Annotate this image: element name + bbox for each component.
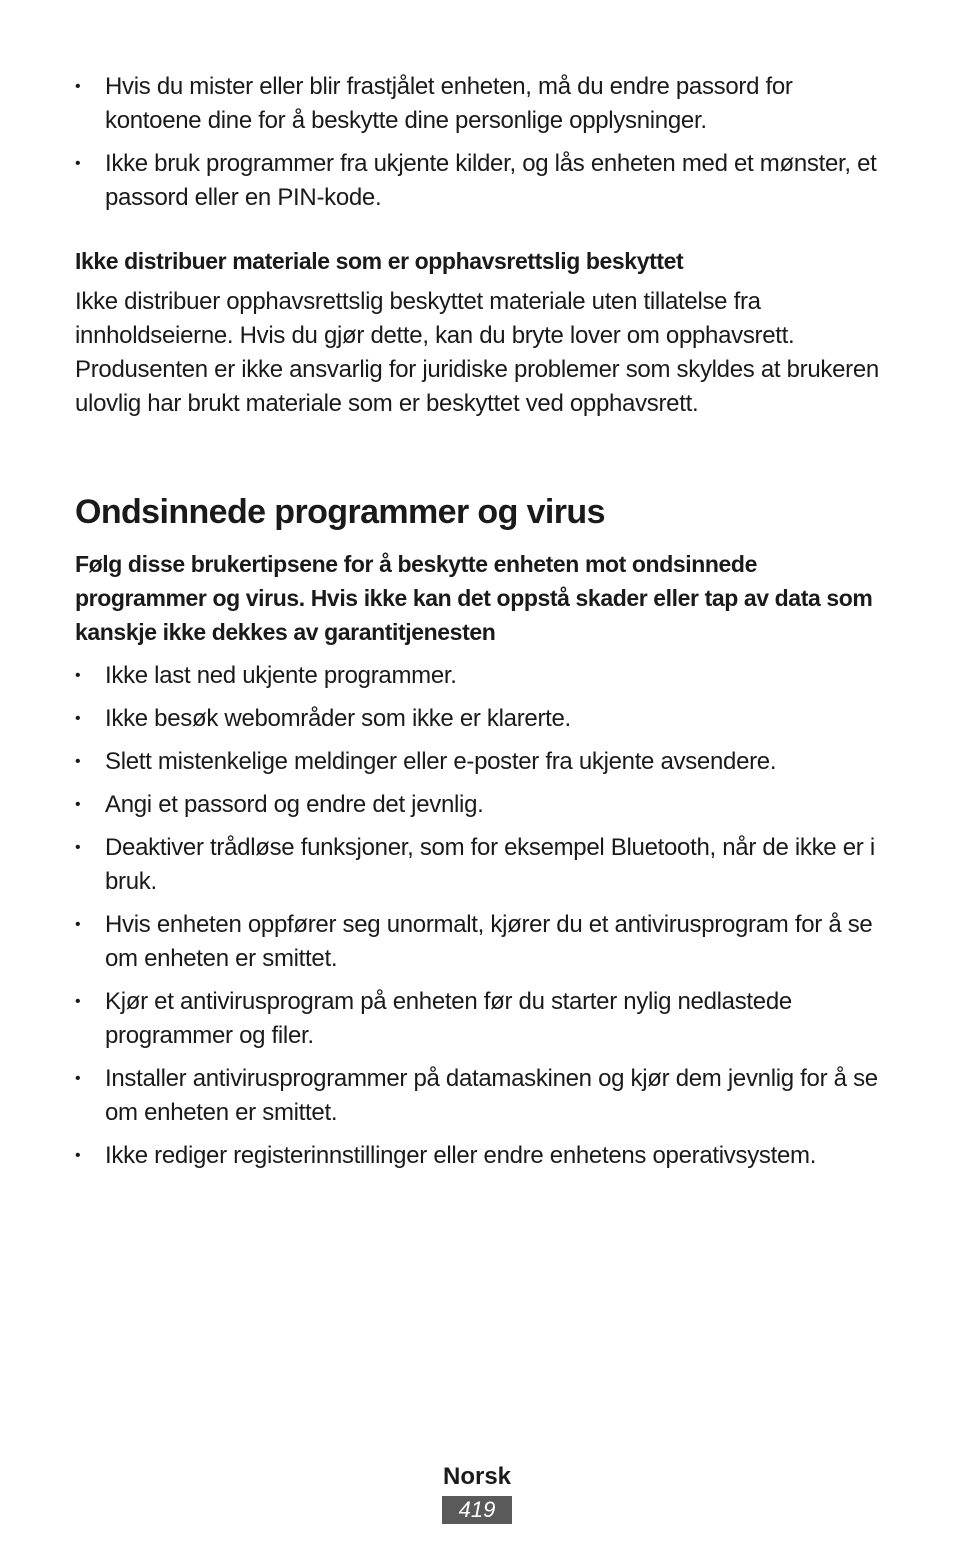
list-item-text: Ikke bruk programmer fra ukjente kilder, og lås enheten med et mønster, et passord eller en PIN-kode. [105, 150, 877, 211]
list-item [75, 702, 885, 736]
list-item [75, 1062, 885, 1130]
malware-tips-list [75, 659, 885, 1173]
footer-language: Norsk [442, 1463, 512, 1490]
list-item-text: Installer antivirusprogrammer på datamaskinen og kjør dem jevnlig for å se om enheten er smittet. [105, 1065, 878, 1126]
list-item-text: Hvis du mister eller blir frastjålet enheten, må du endre passord for kontoene dine for å beskytte dine personlige opplysninger. [105, 73, 793, 134]
list-item-text: Angi et passord og endre det jevnlig. [105, 791, 484, 818]
bullet-icon: • [75, 78, 81, 95]
list-item-text: Kjør et antivirusprogram på enheten før du starter nylig nedlastede programmer og filer. [105, 988, 792, 1049]
bullet-icon: • [75, 155, 81, 172]
bullet-icon: • [75, 1147, 81, 1164]
list-item [75, 908, 885, 976]
copyright-heading: Ikke distribuer materiale som er opphavsrettslig beskyttet [75, 248, 684, 274]
bullet-icon: • [75, 753, 81, 770]
list-item-text: Hvis enheten oppfører seg unormalt, kjører du et antivirusprogram for å se om enheten er smittet. [105, 911, 873, 972]
page-footer [0, 1462, 954, 1524]
page-number: 419 [442, 1496, 512, 1524]
section-intro: Følg disse brukertipsene for å beskytte enheten mot ondsinnede programmer og virus. Hvis ikke kan det oppstå skader eller tap av data som kanskje ikke dekkes av garantitjenesten [75, 551, 873, 645]
section-title: Ondsinnede programmer og virus [75, 493, 605, 531]
bullet-icon: • [75, 993, 81, 1010]
list-item-text: Slett mistenkelige meldinger eller e-poster fra ukjente avsendere. [105, 748, 777, 775]
list-item [75, 147, 885, 215]
copyright-paragraph: Ikke distribuer opphavsrettslig beskyttet materiale uten tillatelse fra innholdseierne. Hvis du gjør dette, kan du bryte lover om opphavsrett. Produsenten er ikke ansvarlig for juridiske problemer som skyldes at brukeren ulovlig har brukt materiale som er beskyttet ved opphavsrett. [75, 288, 879, 417]
list-item [75, 831, 885, 899]
bullet-icon: • [75, 710, 81, 727]
list-item-text: Ikke last ned ukjente programmer. [105, 662, 457, 689]
list-item [75, 70, 885, 138]
list-item-text: Ikke besøk webområder som ikke er klarerte. [105, 705, 571, 732]
list-item [75, 788, 885, 822]
list-item [75, 985, 885, 1053]
list-item [75, 659, 885, 693]
list-item [75, 745, 885, 779]
list-item [75, 1139, 885, 1173]
document-page [75, 70, 885, 1182]
bullet-icon: • [75, 916, 81, 933]
bullet-icon: • [75, 667, 81, 684]
list-item-text: Ikke rediger registerinnstillinger eller endre enhetens operativsystem. [105, 1142, 817, 1169]
top-bullet-list [75, 70, 885, 215]
bullet-icon: • [75, 796, 81, 813]
bullet-icon: • [75, 839, 81, 856]
bullet-icon: • [75, 1070, 81, 1087]
list-item-text: Deaktiver trådløse funksjoner, som for eksempel Bluetooth, når de ikke er i bruk. [105, 834, 875, 895]
